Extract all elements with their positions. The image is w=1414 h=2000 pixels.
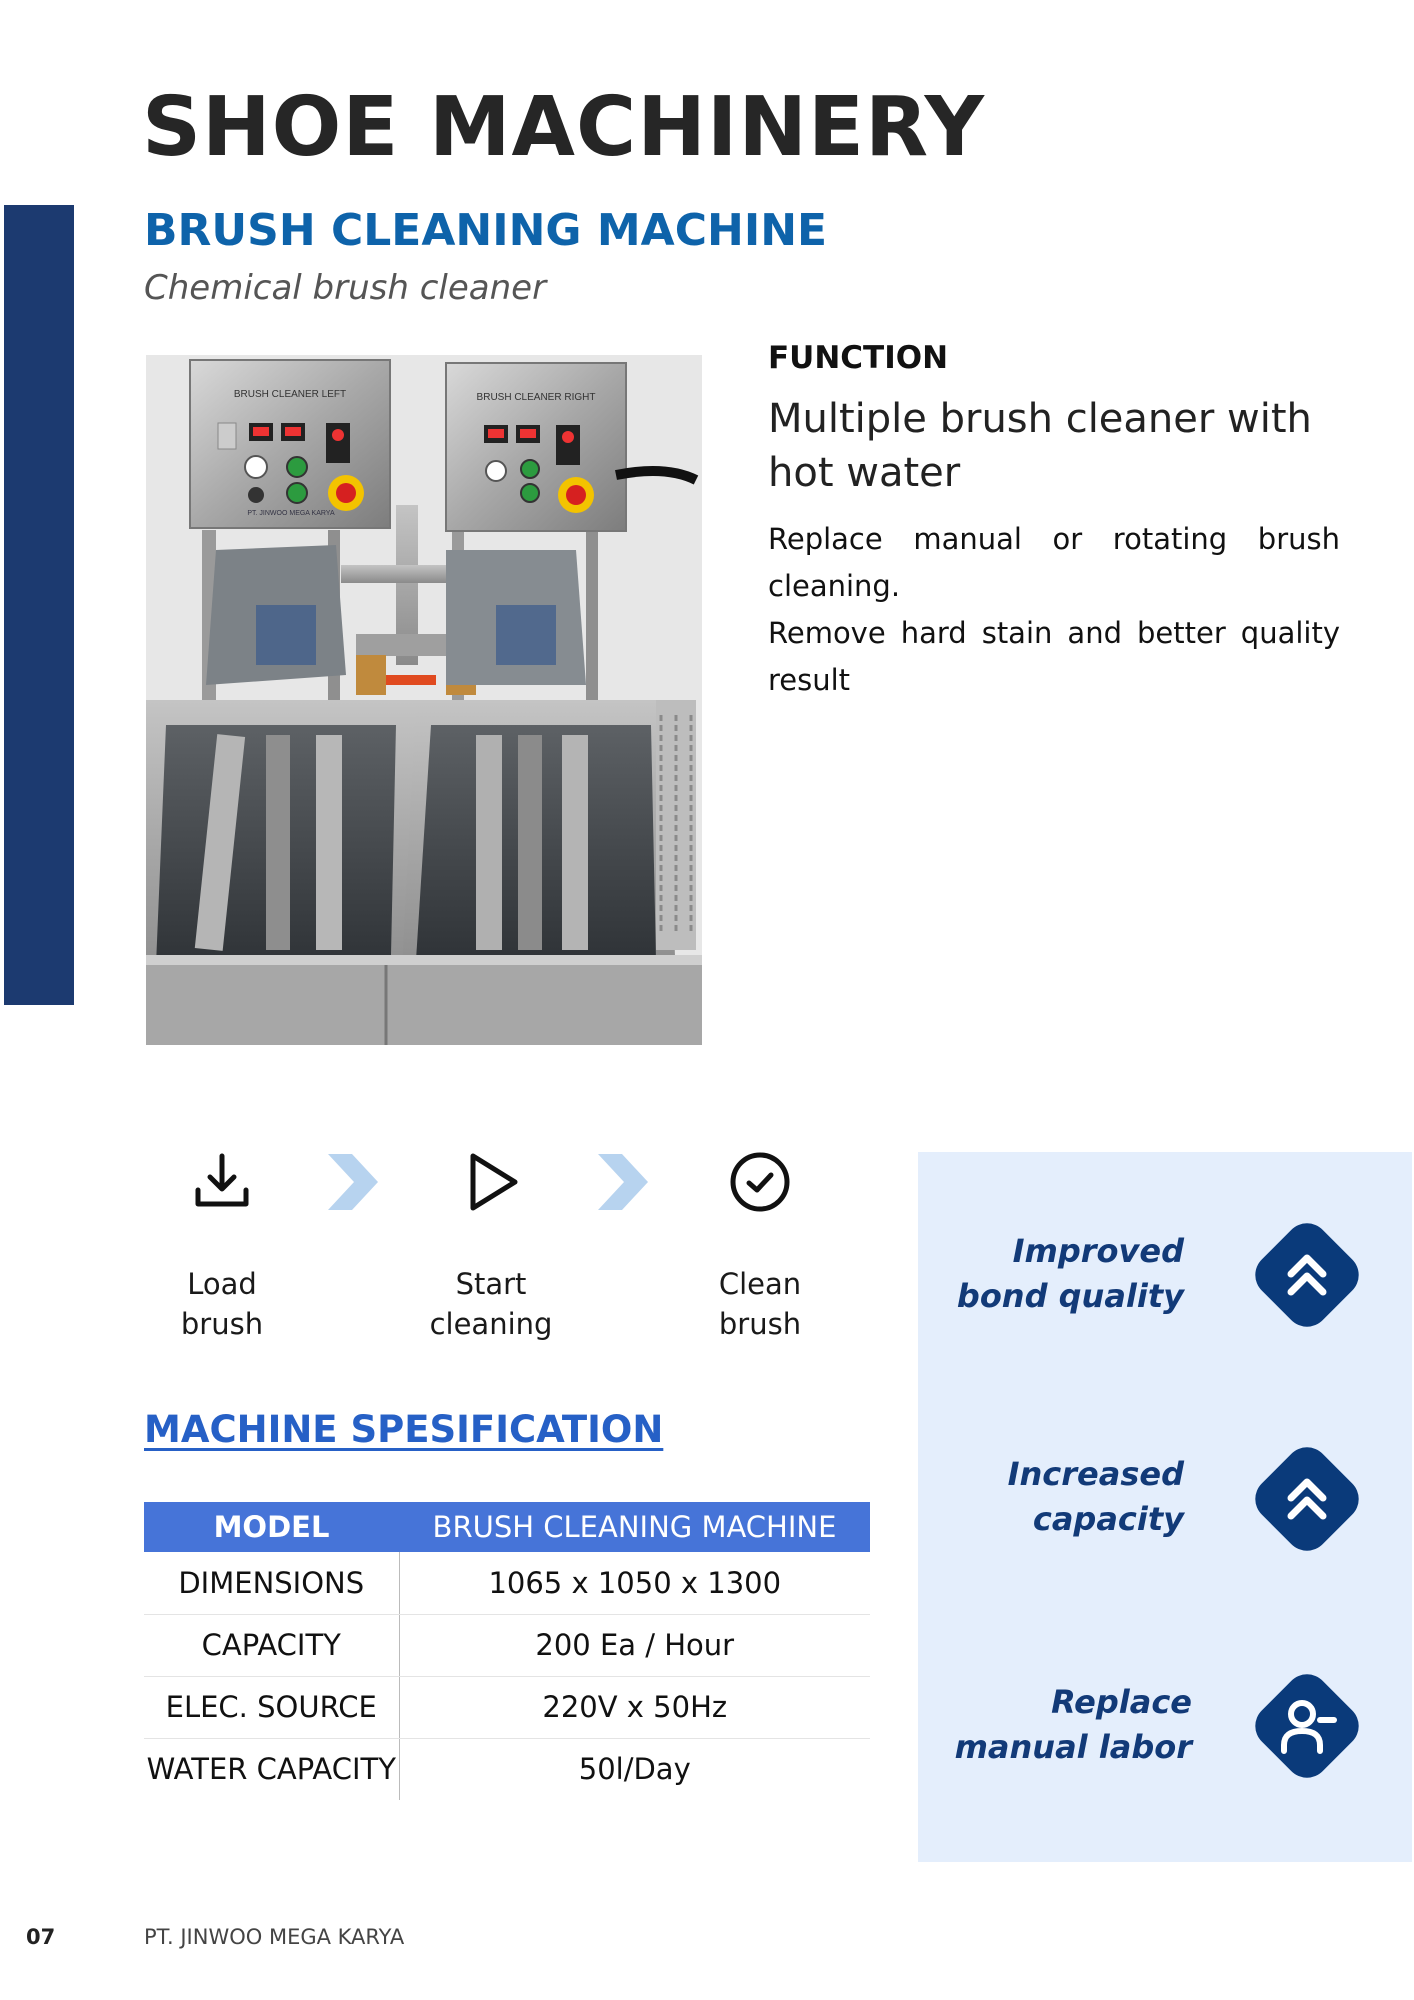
- page-title: SHOE MACHINERY: [142, 80, 986, 175]
- step-label: Start: [455, 1267, 527, 1301]
- spec-value: 1065 x 1050 x 1300: [399, 1552, 870, 1614]
- download-icon: [190, 1150, 254, 1214]
- spec-label: DIMENSIONS: [144, 1552, 399, 1614]
- double-chevron-up-icon: [1240, 1432, 1374, 1566]
- spec-header-row: [144, 1502, 870, 1552]
- page-number: 07: [26, 1925, 56, 1949]
- benefit-label: Increased: [1007, 1455, 1184, 1493]
- spec-value: 200 Ea / Hour: [399, 1614, 870, 1676]
- benefit-improved-bond-quality: [924, 1229, 1184, 1319]
- spec-value: 220V x 50Hz: [399, 1676, 870, 1738]
- table-row: [144, 1614, 870, 1676]
- spec-label: ELEC. SOURCE: [144, 1676, 399, 1738]
- spec-table: [144, 1502, 870, 1800]
- benefit-increased-capacity: [924, 1452, 1184, 1542]
- chevron-right-icon: [324, 1150, 382, 1214]
- svg-text:PT. JINWOO MEGA KARYA: PT. JINWOO MEGA KARYA: [247, 510, 335, 517]
- function-line: Replace manual or rotating brush cleaning.: [768, 522, 1340, 603]
- machine-photo: [146, 355, 702, 1045]
- table-row: [144, 1738, 870, 1800]
- spec-title: MACHINE SPESIFICATION: [144, 1408, 664, 1451]
- benefit-label: manual labor: [954, 1728, 1192, 1766]
- chevron-right-icon: [594, 1150, 652, 1214]
- user-minus-icon: [1240, 1659, 1374, 1793]
- benefit-replace-manual-labor: [932, 1680, 1192, 1770]
- spec-header-cell: MODEL: [144, 1502, 399, 1552]
- step-label: Clean: [718, 1267, 802, 1301]
- function-heading: FUNCTION: [768, 340, 949, 376]
- spec-header-cell: BRUSH CLEANING MACHINE: [399, 1502, 870, 1552]
- product-title: BRUSH CLEANING MACHINE: [144, 205, 828, 256]
- play-icon: [459, 1150, 523, 1214]
- table-row: [144, 1552, 870, 1614]
- table-row: [144, 1676, 870, 1738]
- benefit-label: bond quality: [956, 1277, 1184, 1315]
- check-circle-icon: [728, 1150, 792, 1214]
- benefit-label: capacity: [1032, 1500, 1184, 1538]
- step-label: Load: [187, 1267, 257, 1301]
- step-clean-brush: [670, 1150, 850, 1344]
- spec-label: WATER CAPACITY: [144, 1738, 399, 1800]
- function-description: [768, 516, 1340, 704]
- step-start-cleaning: [401, 1150, 581, 1344]
- function-lead: Multiple brush cleaner with hot water: [768, 396, 1312, 496]
- spec-value: 50l/Day: [578, 1752, 691, 1787]
- benefit-label: Improved: [1012, 1232, 1184, 1270]
- left-panel-label: BRUSH CLEANER LEFT: [233, 389, 347, 400]
- step-label: brush: [718, 1307, 802, 1341]
- company-name: PT. JINWOO MEGA KARYA: [144, 1925, 405, 1949]
- double-chevron-up-icon: [1240, 1208, 1374, 1342]
- right-panel-label: BRUSH CLEANER RIGHT: [476, 392, 596, 403]
- product-tagline: Chemical brush cleaner: [144, 268, 547, 308]
- benefits-panel: [918, 1152, 1412, 1862]
- accent-sidebar: [4, 205, 74, 1005]
- step-label: brush: [180, 1307, 264, 1341]
- step-label: cleaning: [429, 1307, 553, 1341]
- function-line: Remove hard stain and better quality result: [768, 616, 1340, 697]
- step-load-brush: [132, 1150, 312, 1344]
- spec-label: CAPACITY: [144, 1614, 399, 1676]
- benefit-label: Replace: [1051, 1683, 1192, 1721]
